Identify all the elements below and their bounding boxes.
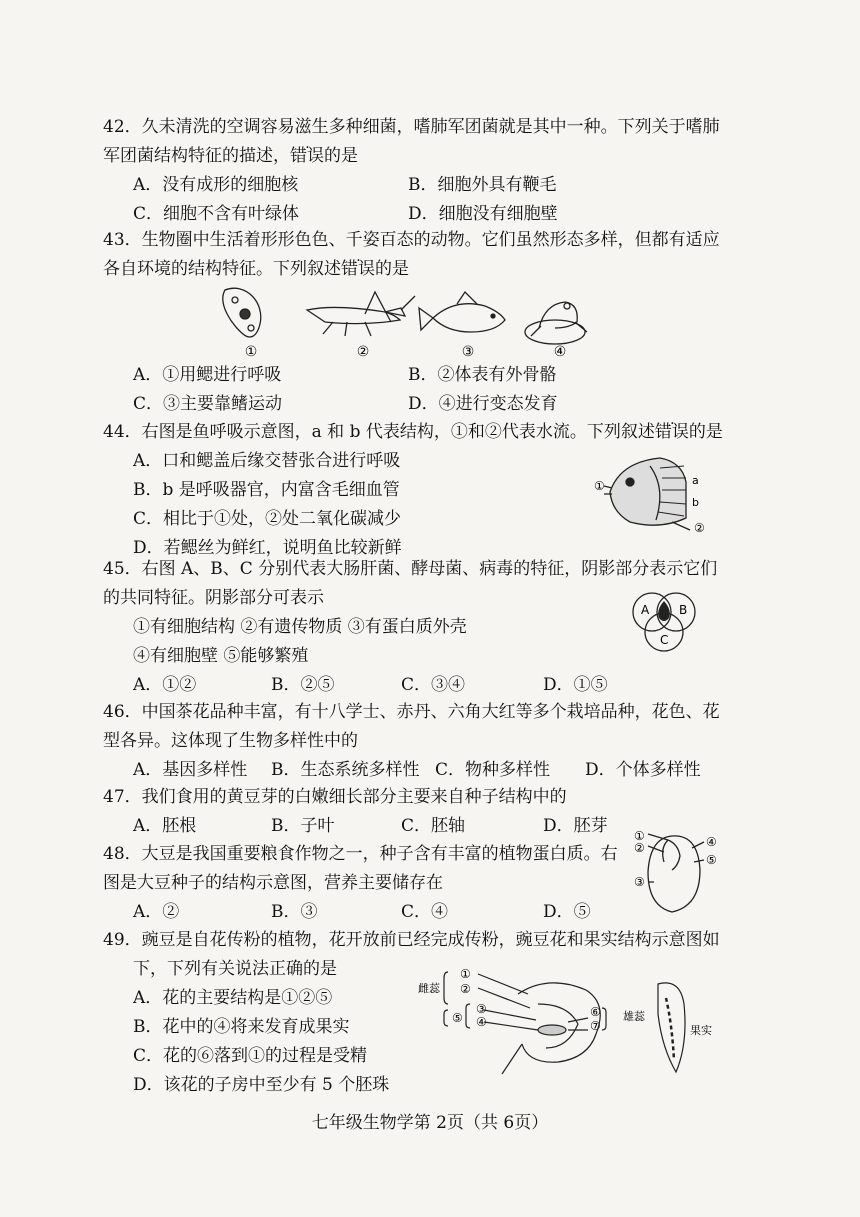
option-c[interactable]: C．相比于①处，②处二氧化碳减少 bbox=[133, 509, 402, 529]
question-46-stem-line1: 46．中国茶花品种丰富，有十八学士、赤丹、六角大红等多个栽培品种，花色、花 bbox=[103, 702, 720, 722]
flower-part-label: ③ bbox=[476, 1002, 487, 1016]
option-d[interactable]: D．①⑤ bbox=[543, 675, 608, 695]
option-a[interactable]: A．胚根 bbox=[133, 816, 197, 836]
fruit-label: 果实 bbox=[690, 1024, 712, 1037]
options-row bbox=[103, 171, 743, 200]
option-c[interactable]: C．③④ bbox=[401, 675, 466, 695]
shaded-region bbox=[658, 601, 670, 621]
question-48-stem-line1: 48．大豆是我国重要粮食作物之一，种子含有丰富的植物蛋白质。右 bbox=[103, 844, 618, 864]
flower-part-label: ① bbox=[460, 967, 471, 981]
stem-text: 的是 bbox=[324, 146, 358, 166]
seed-label: ② bbox=[634, 841, 645, 855]
figure-label: ① bbox=[594, 479, 605, 493]
figure-label: ① bbox=[244, 344, 258, 360]
question-43-stem-line2 bbox=[103, 255, 743, 284]
figure-label: ② bbox=[694, 521, 705, 534]
question-45-choices-line1: ①有细胞结构 ②有遗传物质 ③有蛋白质外壳 bbox=[133, 617, 467, 637]
option-a[interactable]: A．①② bbox=[133, 675, 197, 695]
question-42-stem-line1: 42．久未清洗的空调容易滋生多种细菌，嗜肺军团菌就是其中一种。下列关于嗜肺 bbox=[103, 117, 720, 137]
options-row bbox=[103, 671, 743, 700]
figure-label: ④ bbox=[553, 344, 567, 360]
question-43-stem-line1: 43．生物圈中生活着形形色色、千姿百态的动物。它们虽然形态多样，但都有适应 bbox=[103, 230, 720, 250]
venn-label-a: A bbox=[641, 603, 650, 617]
paramecium-drawing bbox=[223, 288, 261, 337]
flower-part-label: ⑤ bbox=[452, 1011, 463, 1025]
options-row bbox=[103, 361, 743, 390]
fish-drawing bbox=[419, 292, 505, 332]
flower-part-label: ④ bbox=[476, 1015, 487, 1029]
option-a[interactable]: A．花的主要结构是①②⑤ bbox=[133, 988, 333, 1008]
question-46-stem-line2: 型各异。这体现了生物多样性中的 bbox=[103, 731, 358, 751]
option-b[interactable]: B．子叶 bbox=[271, 816, 335, 836]
option-d[interactable]: D．胚芽 bbox=[543, 816, 608, 836]
option-c[interactable]: C．④ bbox=[401, 902, 449, 922]
option-b[interactable]: B．②⑤ bbox=[271, 675, 335, 695]
stamen-label: 雄蕊 bbox=[623, 1010, 645, 1023]
option-c[interactable]: C．③主要靠鳍运动 bbox=[133, 394, 283, 414]
fish-respiration-figure bbox=[590, 452, 710, 534]
emphasis-text: 错误 bbox=[341, 259, 375, 279]
option-b[interactable]: B．细胞外具有鞭毛 bbox=[408, 175, 557, 195]
option-d[interactable]: D．若鳃丝为鲜红，说明鱼比较新鲜 bbox=[133, 538, 402, 558]
stem-text: 军团菌结构特征的描述， bbox=[103, 146, 290, 166]
question-45-stem-line2: 的共同特征。阴影部分可表示 bbox=[103, 588, 324, 608]
question-49-stem-line2: 下，下列有关说法正确的是 bbox=[133, 959, 337, 979]
flower-part-label: ② bbox=[460, 982, 471, 996]
question-43 bbox=[103, 226, 743, 284]
option-d[interactable]: D．④进行变态发育 bbox=[408, 394, 558, 414]
seed-label: ⑤ bbox=[706, 853, 717, 867]
option-b[interactable]: B．花中的④将来发育成果实 bbox=[133, 1017, 350, 1037]
seed-label: ③ bbox=[634, 875, 645, 889]
option-d[interactable]: D．个体多样性 bbox=[585, 760, 701, 780]
stem-text: 各自环境的结构特征。下列叙述 bbox=[103, 259, 341, 279]
option-a[interactable]: A．①用鳃进行呼吸 bbox=[133, 365, 282, 385]
figure-label: ② bbox=[356, 344, 370, 360]
question-42 bbox=[103, 113, 743, 229]
options-row bbox=[103, 756, 743, 785]
question-47-stem-line1: 47．我们食用的黄豆芽的白嫩细长部分主要来自种子结构中的 bbox=[103, 787, 567, 807]
option-a[interactable]: A．② bbox=[133, 902, 180, 922]
option-b[interactable]: B．生态系统多样性 bbox=[271, 760, 420, 780]
question-45-stem-line1: 45．右图 A、B、C 分别代表大肠肝菌、酵母菌、病毒的特征，阴影部分表示它们 bbox=[103, 559, 718, 579]
option-d[interactable]: D．细胞没有细胞壁 bbox=[408, 204, 558, 224]
flower-part-label: ⑥ bbox=[590, 1005, 601, 1019]
question-42-stem-line2 bbox=[103, 142, 743, 171]
flower-part-label: ⑦ bbox=[590, 1019, 601, 1033]
pea-flower-fruit-figure bbox=[418, 964, 728, 1084]
option-d[interactable]: D．该花的子房中至少有 5 个胚珠 bbox=[133, 1075, 390, 1095]
animals-figure bbox=[215, 282, 605, 360]
option-a[interactable]: A．口和鳃盖后缘交替张合进行呼吸 bbox=[133, 451, 401, 471]
emphasis-text: 错误 bbox=[290, 146, 324, 166]
option-c[interactable]: C．花的⑥落到①的过程是受精 bbox=[133, 1046, 368, 1066]
figure-label: ③ bbox=[461, 344, 475, 360]
venn-label-b: B bbox=[679, 603, 688, 617]
question-44-stem-line1 bbox=[103, 418, 743, 447]
options-row bbox=[103, 390, 743, 419]
option-d[interactable]: D．⑤ bbox=[543, 902, 591, 922]
question-48-stem-line2: 图是大豆种子的结构示意图，营养主要储存在 bbox=[103, 873, 443, 893]
question-43-options bbox=[103, 361, 743, 419]
option-b[interactable]: B．②体表有外骨骼 bbox=[408, 365, 557, 385]
options-row bbox=[103, 200, 743, 229]
option-c[interactable]: C．胚轴 bbox=[401, 816, 466, 836]
grasshopper-drawing bbox=[307, 292, 415, 336]
pistil-label: 雌蕊 bbox=[418, 982, 440, 995]
question-45-choices-line2: ④有细胞壁 ⑤能够繁殖 bbox=[133, 646, 309, 666]
seed-label: ① bbox=[634, 829, 645, 843]
option-b[interactable]: B．③ bbox=[271, 902, 318, 922]
seed-label: ④ bbox=[706, 835, 717, 849]
option-b[interactable]: B．b 是呼吸器官，内富含毛细血管 bbox=[133, 480, 400, 500]
question-49-stem-line1: 49．豌豆是自花传粉的植物，花开放前已经完成传粉，豌豆花和果实结构示意图如 bbox=[103, 930, 720, 950]
venn-label-c: C bbox=[660, 633, 669, 647]
option-a[interactable]: A．基因多样性 bbox=[133, 760, 248, 780]
option-c[interactable]: C．细胞不含有叶绿体 bbox=[133, 204, 300, 224]
option-a[interactable]: A．没有成形的细胞核 bbox=[133, 175, 299, 195]
page-footer: 七年级生物学第 2页（共 6页） bbox=[311, 1113, 549, 1133]
stem-text: 的是 bbox=[688, 422, 723, 442]
frog-drawing bbox=[525, 302, 587, 344]
stem-text: 44．右图是鱼呼吸示意图，a 和 b 代表结构，①和②代表水流。下列叙述 bbox=[103, 422, 655, 442]
venn-diagram bbox=[626, 588, 702, 656]
figure-label: a bbox=[692, 474, 699, 487]
stem-text: 的是 bbox=[375, 259, 409, 279]
emphasis-text: 错误 bbox=[654, 422, 689, 442]
question-46 bbox=[103, 698, 743, 785]
figure-label: b bbox=[692, 496, 699, 509]
soybean-seed-figure bbox=[632, 826, 724, 918]
option-c[interactable]: C．物种多样性 bbox=[435, 760, 551, 780]
